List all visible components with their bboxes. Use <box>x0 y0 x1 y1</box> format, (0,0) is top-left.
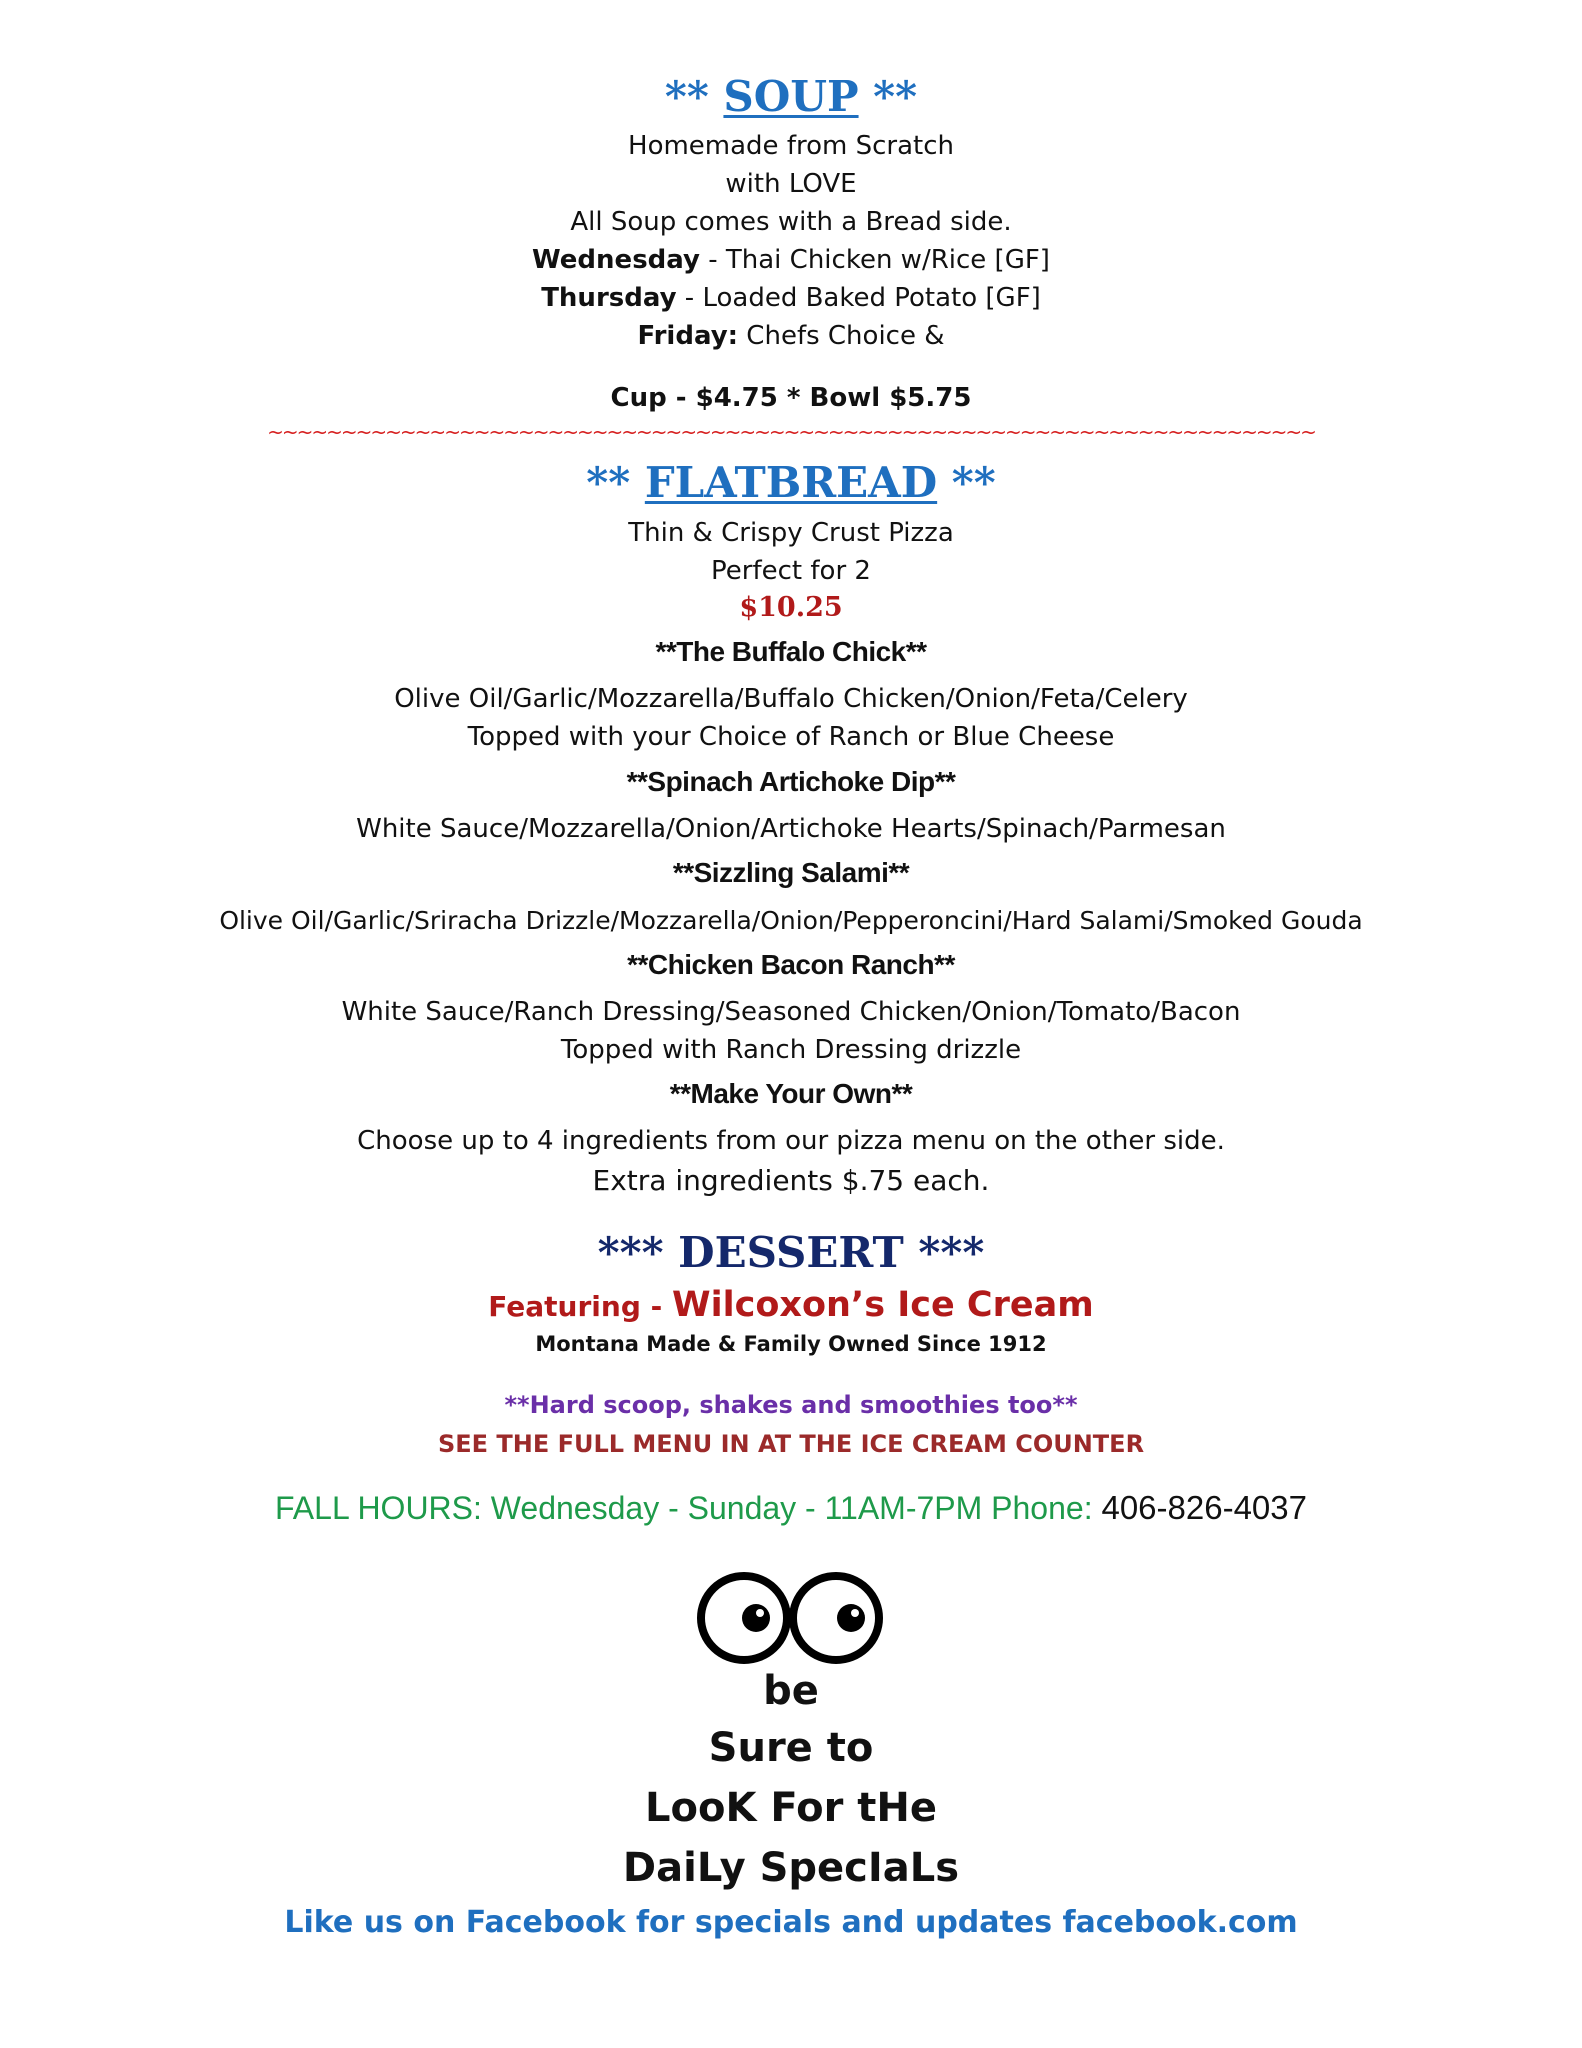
featuring-name: Wilcoxon’s Ice Cream <box>671 1285 1094 1325</box>
soup-heading <box>0 72 1582 121</box>
dessert-featuring <box>0 1285 1582 1325</box>
flatbread-heading-suffix: ** <box>937 458 996 507</box>
phone-number: 406-826-4037 <box>1101 1489 1307 1526</box>
specials-line: DaiLy SpecIaLs <box>622 1845 960 1891</box>
specials-line: LooK For tHe <box>645 1785 937 1831</box>
soup-day-text: - Thai Chicken w/Rice [GF] <box>699 245 1050 275</box>
flatbread-item-desc: Extra ingredients $.75 each. <box>592 1164 990 1197</box>
soup-day-text: Chefs Choice & <box>738 321 945 351</box>
flatbread-subtitle-2: Perfect for 2 <box>711 556 871 586</box>
facebook-footer[interactable]: Like us on Facebook for specials and updates facebook.com <box>284 1905 1298 1940</box>
soup-title: SOUP <box>723 72 859 121</box>
flatbread-item-desc: White Sauce/Ranch Dressing/Seasoned Chicken/Onion/Tomato/Bacon <box>341 997 1241 1027</box>
googly-eyes-icon <box>690 1568 890 1668</box>
flatbread-item-name: **Spinach Artichoke Dip** <box>626 766 956 797</box>
specials-line: be <box>763 1668 819 1714</box>
dessert-tagline: Montana Made & Family Owned Since 1912 <box>535 1332 1047 1356</box>
soup-heading-prefix: ** <box>664 72 724 121</box>
soup-line-3: All Soup comes with a Bread side. <box>570 207 1012 237</box>
flatbread-item-desc: Topped with your Choice of Ranch or Blue Cheese <box>467 722 1115 752</box>
dessert-full-menu: SEE THE FULL MENU IN AT THE ICE CREAM COUNTER <box>437 1430 1145 1458</box>
featuring-label: Featuring - <box>488 1290 672 1323</box>
flatbread-item-name: **Make Your Own** <box>669 1078 913 1109</box>
hours-line <box>0 1489 1582 1527</box>
specials-line: Sure to <box>708 1725 874 1771</box>
soup-line-2: with LOVE <box>725 169 857 199</box>
soup-day-text: - Loaded Baked Potato [GF] <box>676 283 1041 313</box>
flatbread-item-desc: Choose up to 4 ingredients from our pizza menu on the other side. <box>357 1126 1225 1156</box>
flatbread-item-desc: Olive Oil/Garlic/Sriracha Drizzle/Mozzarella/Onion/Pepperoncini/Hard Salami/Smoked Gouda <box>219 906 1363 935</box>
flatbread-item-name: **Sizzling Salami** <box>672 857 910 888</box>
soup-line-1: Homemade from Scratch <box>628 131 954 161</box>
flatbread-price: $10.25 <box>739 592 843 623</box>
flatbread-item-desc: Olive Oil/Garlic/Mozzarella/Buffalo Chicken/Onion/Feta/Celery <box>394 684 1188 714</box>
dessert-extras: **Hard scoop, shakes and smoothies too** <box>504 1391 1078 1419</box>
flatbread-subtitle-1: Thin & Crispy Crust Pizza <box>628 518 954 548</box>
soup-day-label: Friday: <box>637 321 739 351</box>
flatbread-item-desc: White Sauce/Mozzarella/Onion/Artichoke Hearts/Spinach/Parmesan <box>356 814 1226 844</box>
hours-text: FALL HOURS: Wednesday - Sunday - 11AM-7PM Phone: <box>275 1490 1102 1526</box>
flatbread-item-desc: Topped with Ranch Dressing drizzle <box>560 1035 1022 1065</box>
soup-day-wednesday <box>0 245 1582 275</box>
soup-day-label: Wednesday <box>532 245 700 275</box>
soup-day-label: Thursday <box>541 283 677 313</box>
flatbread-item-name: **The Buffalo Chick** <box>655 636 927 667</box>
flatbread-title: FLATBREAD <box>644 458 938 507</box>
flatbread-heading <box>0 458 1582 507</box>
dessert-heading: *** DESSERT *** <box>597 1228 985 1277</box>
soup-heading-suffix: ** <box>858 72 918 121</box>
flatbread-heading-prefix: ** <box>586 458 645 507</box>
soup-price: Cup - $4.75 * Bowl $5.75 <box>610 383 972 413</box>
section-divider: ~~~~~~~~~~~~~~~~~~~~~~~~~~~~~~~~~~~~~~~~~~~~~~~~~~~~~~~~~~~~~~~~~~~~~~~ <box>267 420 1315 444</box>
flatbread-item-name: **Chicken Bacon Ranch** <box>627 949 955 980</box>
soup-day-thursday <box>0 283 1582 313</box>
soup-day-friday <box>0 321 1582 351</box>
